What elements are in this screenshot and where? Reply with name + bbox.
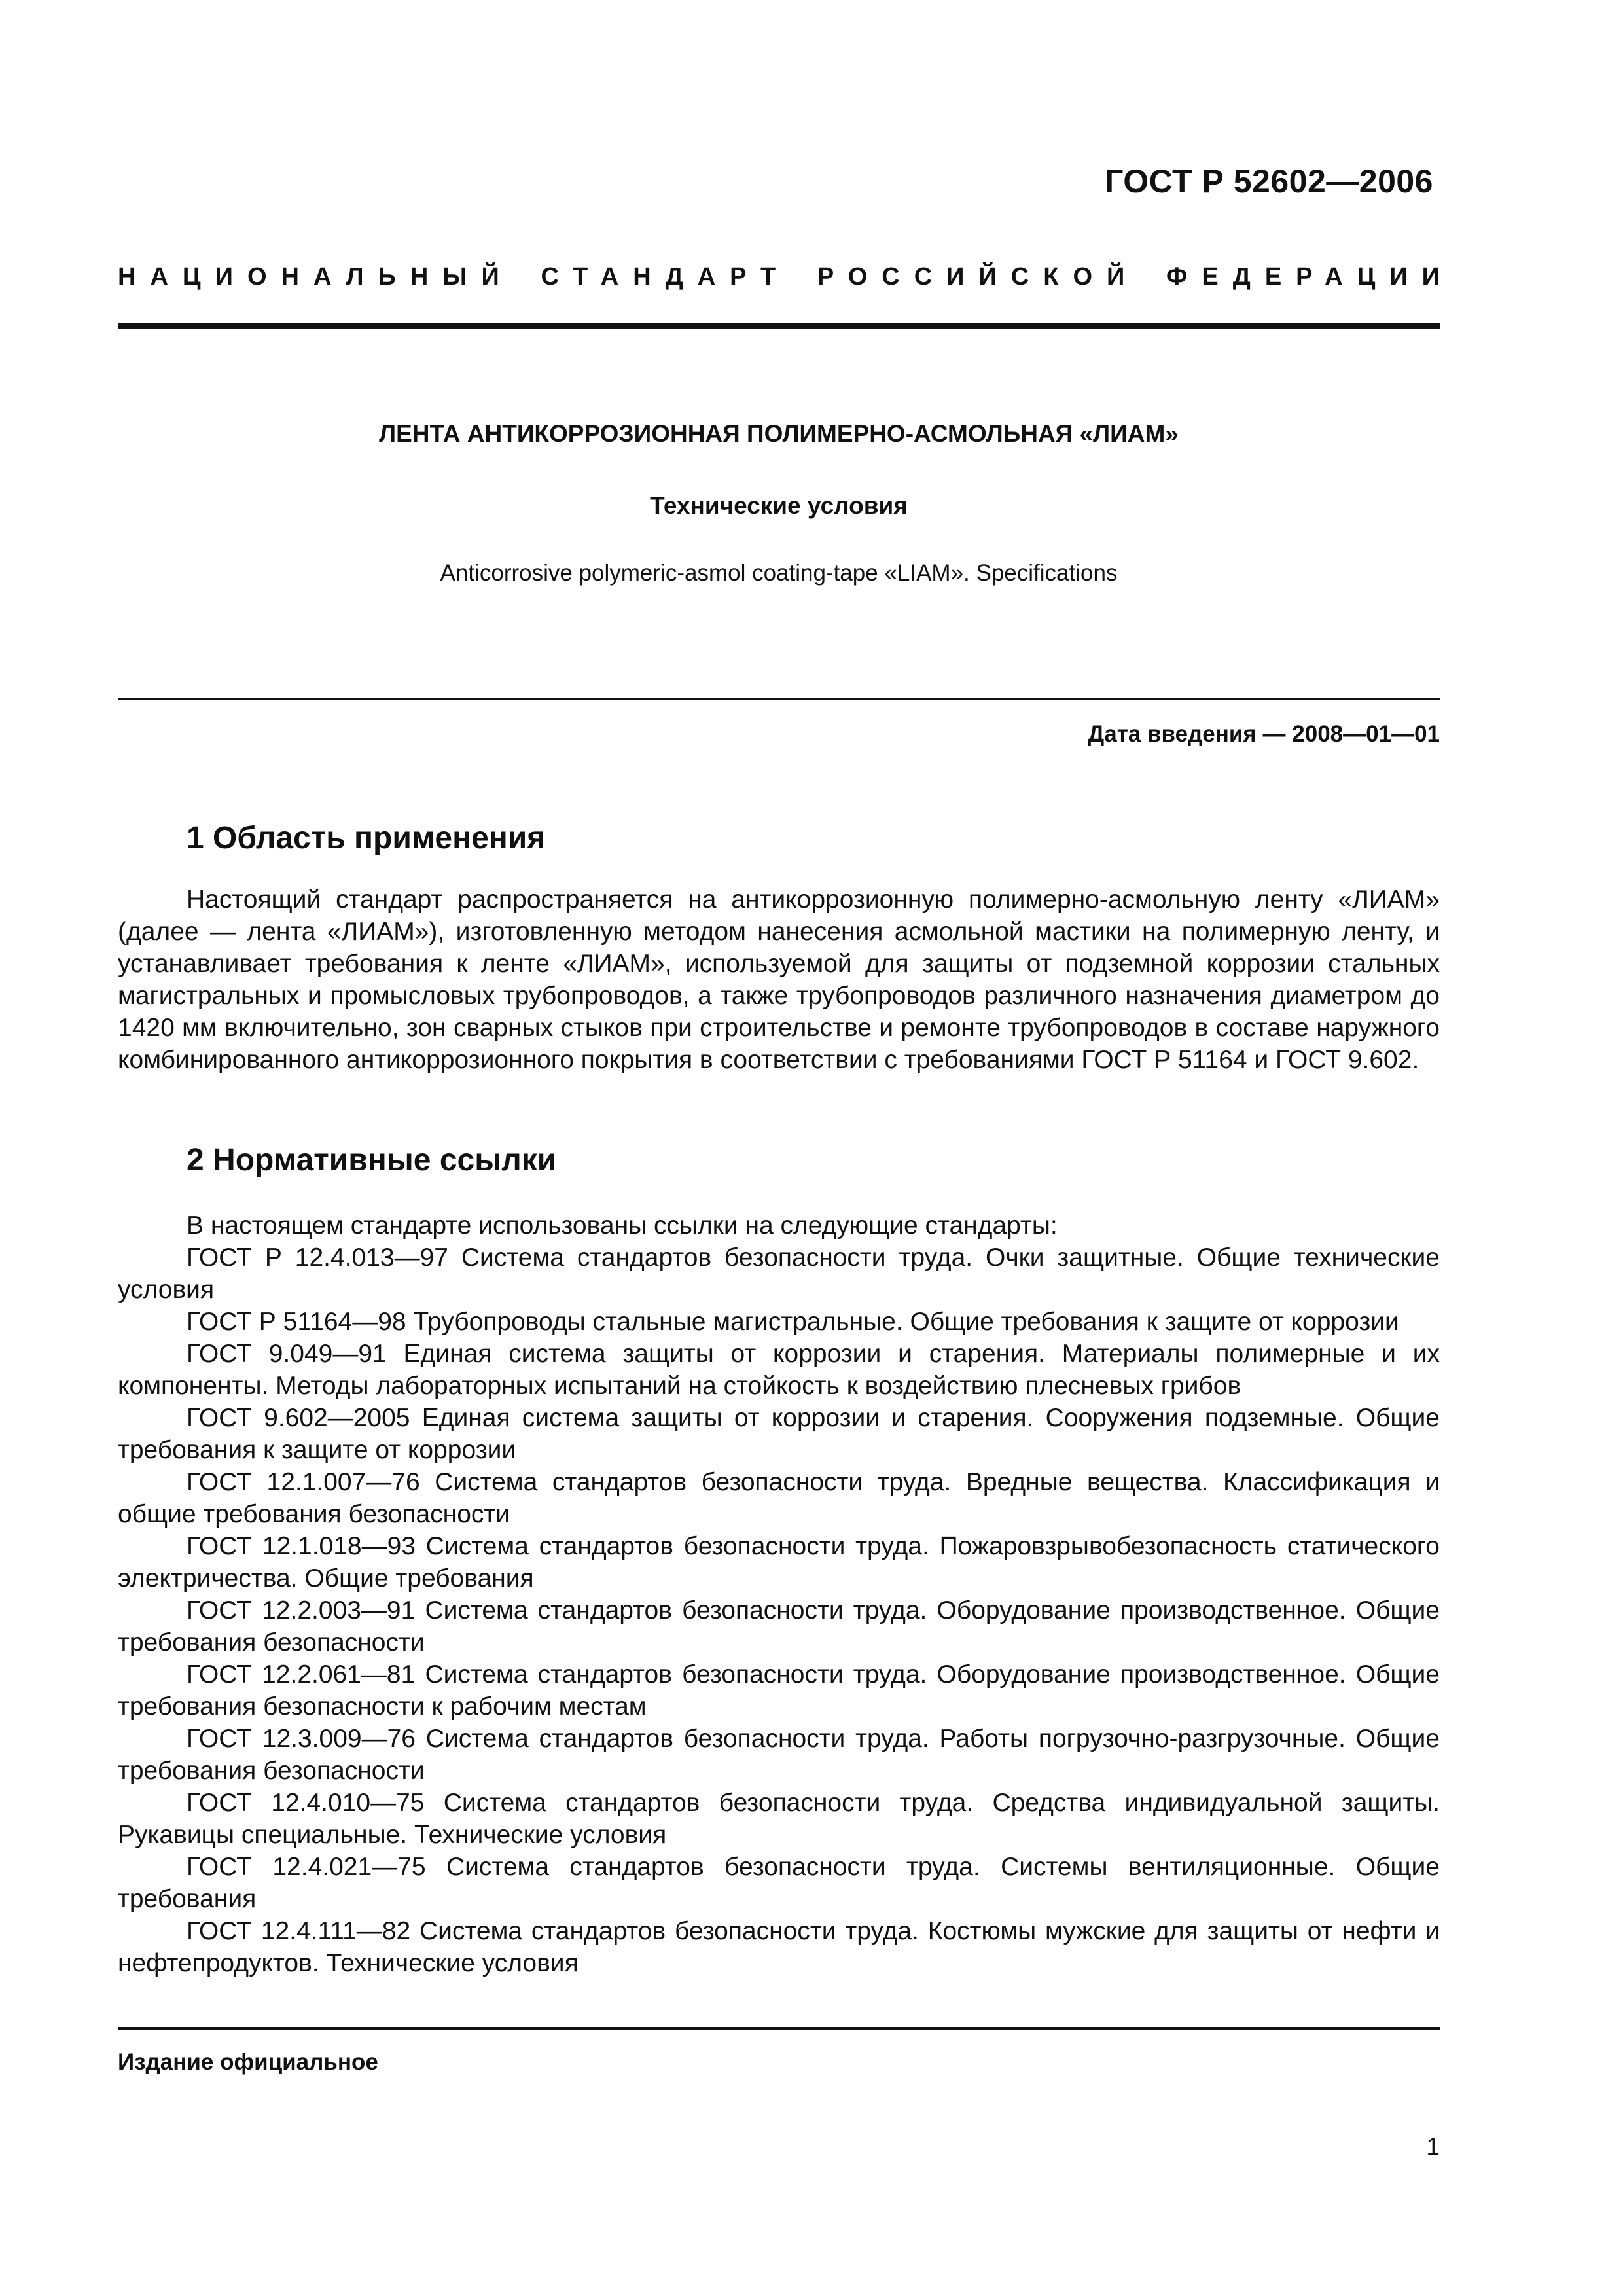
reference-item: ГОСТ 12.1.018—93 Система стандартов безопасности труда. Пожаровзрывобезопасность статического электричества. Общие требования (118, 1532, 1440, 1592)
references-intro: В настоящем стандарте использованы ссылки на следующие стандарты: (187, 1211, 1058, 1240)
reference-item: ГОСТ 12.4.021—75 Система стандартов безопасности труда. Системы вентиляционные. Общие требования (118, 1853, 1440, 1913)
national-standard-header (118, 263, 1454, 291)
introduction-date: Дата введения — 2008—01—01 (1088, 721, 1440, 747)
national-header-word: РОССИЙСКОЙ (817, 263, 1139, 291)
reference-item: ГОСТ 12.3.009—76 Система стандартов безопасности труда. Работы погрузочно-разгрузочные. Общие требования безопасности (118, 1725, 1440, 1785)
reference-item: ГОСТ 12.2.003—91 Система стандартов безопасности труда. Оборудование производственное. Общие требования безопасности (118, 1596, 1440, 1657)
references-list (118, 1210, 1440, 1979)
scope-paragraph: Настоящий стандарт распространяется на антикоррозионную полимерно-асмольную ленту «ЛИАМ» (далее — лента «ЛИАМ»), изготовленную методом нанесения асмольной мастики на полимерную ленту, и устанавливает требования к ленте «ЛИАМ», используемой для защиты от подземной коррозии стальных магистральных и промысловых трубопроводов, а также трубопроводов различного назначения диаметром до 1420 мм включительно, зон сварных стыков при строительстве и ремонте трубопроводов в составе наружного комбинированного антикоррозионного покрытия в соответствии с требованиями ГОСТ Р 51164 и ГОСТ 9.602. (118, 886, 1440, 1074)
reference-item: ГОСТ Р 51164—98 Трубопроводы стальные магистральные. Общие требования к защите от коррозии (187, 1308, 1399, 1336)
reference-item: ГОСТ 12.2.061—81 Система стандартов безопасности труда. Оборудование производственное. Общие требования безопасности к рабочим местам (118, 1660, 1440, 1721)
reference-item: ГОСТ Р 12.4.013—97 Система стандартов безопасности труда. Очки защитные. Общие технические условия (118, 1244, 1440, 1304)
title-divider (118, 698, 1440, 700)
document-number: ГОСТ Р 52602—2006 (1105, 163, 1433, 200)
header-divider (118, 323, 1440, 329)
reference-item: ГОСТ 12.4.010—75 Система стандартов безопасности труда. Средства индивидуальной защиты. Рукавицы специальные. Технические условия (118, 1789, 1440, 1849)
section-2-heading: 2 Нормативные ссылки (187, 1143, 557, 1177)
official-edition-label: Издание официальное (118, 2049, 378, 2075)
reference-item: ГОСТ 9.049—91 Единая система защиты от коррозии и старения. Материалы полимерные и их компоненты. Методы лабораторных испытаний на стойкость к воздействию плесневых грибов (118, 1340, 1440, 1400)
section-1-body (118, 884, 1440, 1076)
page-number: 1 (1426, 2133, 1440, 2160)
reference-item: ГОСТ 12.1.007—76 Система стандартов безопасности труда. Вредные вещества. Классификация и общие требования безопасности (118, 1468, 1440, 1528)
footer-divider (118, 2027, 1440, 2030)
document-title: ЛЕНТА АНТИКОРРОЗИОННАЯ ПОЛИМЕРНО-АСМОЛЬНАЯ «ЛИАМ» (379, 420, 1179, 447)
reference-item: ГОСТ 12.4.111—82 Система стандартов безопасности труда. Костюмы мужские для защиты от нефти и нефтепродуктов. Технические условия (118, 1917, 1440, 1977)
english-title: Anticorrosive polymeric-asmol coating-tape «LIAM». Specifications (440, 560, 1118, 586)
section-1-heading: 1 Область применения (187, 821, 546, 855)
national-header-word: НАЦИОНАЛЬНЫЙ (118, 263, 514, 291)
national-header-word: ФЕДЕРАЦИИ (1166, 263, 1454, 291)
national-header-word: СТАНДАРТ (541, 263, 791, 291)
document-subtitle: Технические условия (650, 492, 908, 519)
reference-item: ГОСТ 9.602—2005 Единая система защиты от коррозии и старения. Сооружения подземные. Общие требования к защите от коррозии (118, 1404, 1440, 1464)
